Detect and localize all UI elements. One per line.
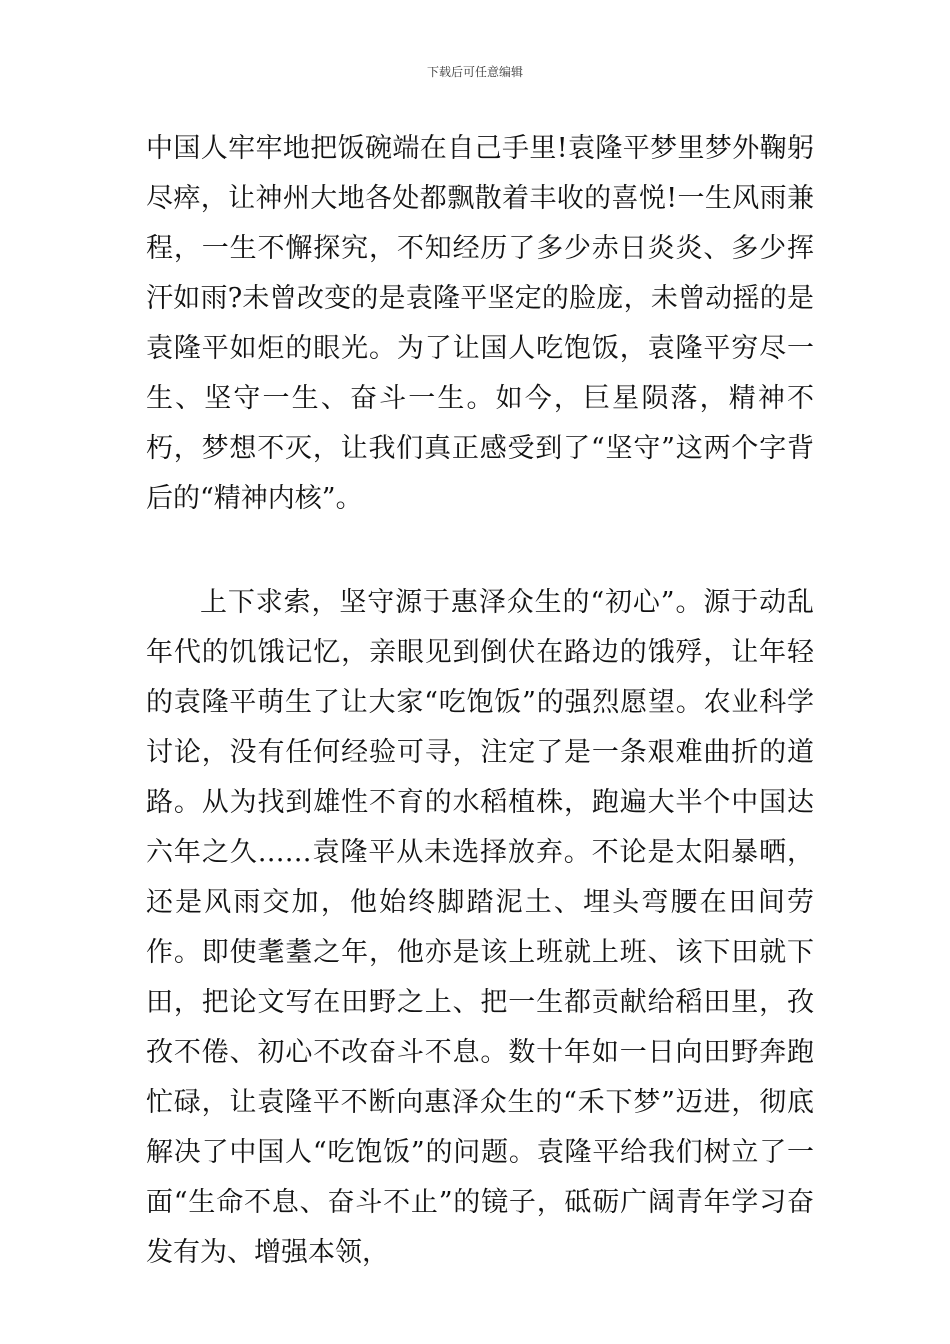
paragraph-seeking: 上下求索，坚守源于惠泽众生的“初心”。源于动乱年代的饥饿记忆，亲眼见到倒伏在路边的饿殍，让年轻的袁隆平萌生了让大家“吃饱饭”的强烈愿望。农业科学讨论，没有任何经验可寻，注定了是一条艰难曲折的道路。从为找到雄性不育的水稻植株，跑遍大半个中国达六年之久……袁隆平从未选择放弃。不论是太阳暴晒，还是风雨交加，他始终脚踏泥土、埋头弯腰在田间劳作。即使耄耋之年，他亦是该上班就上班、该下田就下田，把论文写在田野之上、把一生都贡献给稻田里，孜孜不倦、初心不改奋斗不息。数十年如一日向田野奔跑忙碌，让袁隆平不断向惠泽众生的“禾下梦”迈进，彻底解决了中国人“吃饱饭”的问题。袁隆平给我们树立了一面“生命不息、奋斗不止”的镜子，砥砺广阔青年学习奋发有为、增强本领， <box>146 587 814 1268</box>
paragraph-continued: 中国人牢牢地把饭碗端在自己手里!袁隆平梦里梦外鞠躬尽瘁，让神州大地各处都飘散着丰收的喜悦!一生风雨兼程，一生不懈探究，不知经历了多少赤日炎炎、多少挥汗如雨?未曾改变的是袁隆平坚定的脸庞，未曾动摇的是袁隆平如炬的眼光。为了让国人吃饱饭，袁隆平穷尽一生、坚守一生、奋斗一生。如今，巨星陨落，精神不朽，梦想不灭，让我们真正感受到了“坚守”这两个字背后的“精神内核”。 <box>146 133 814 514</box>
paragraph-gap <box>146 524 814 578</box>
page-header-note: 下载后可任意编辑 <box>426 65 523 79</box>
document-body <box>146 124 814 1278</box>
